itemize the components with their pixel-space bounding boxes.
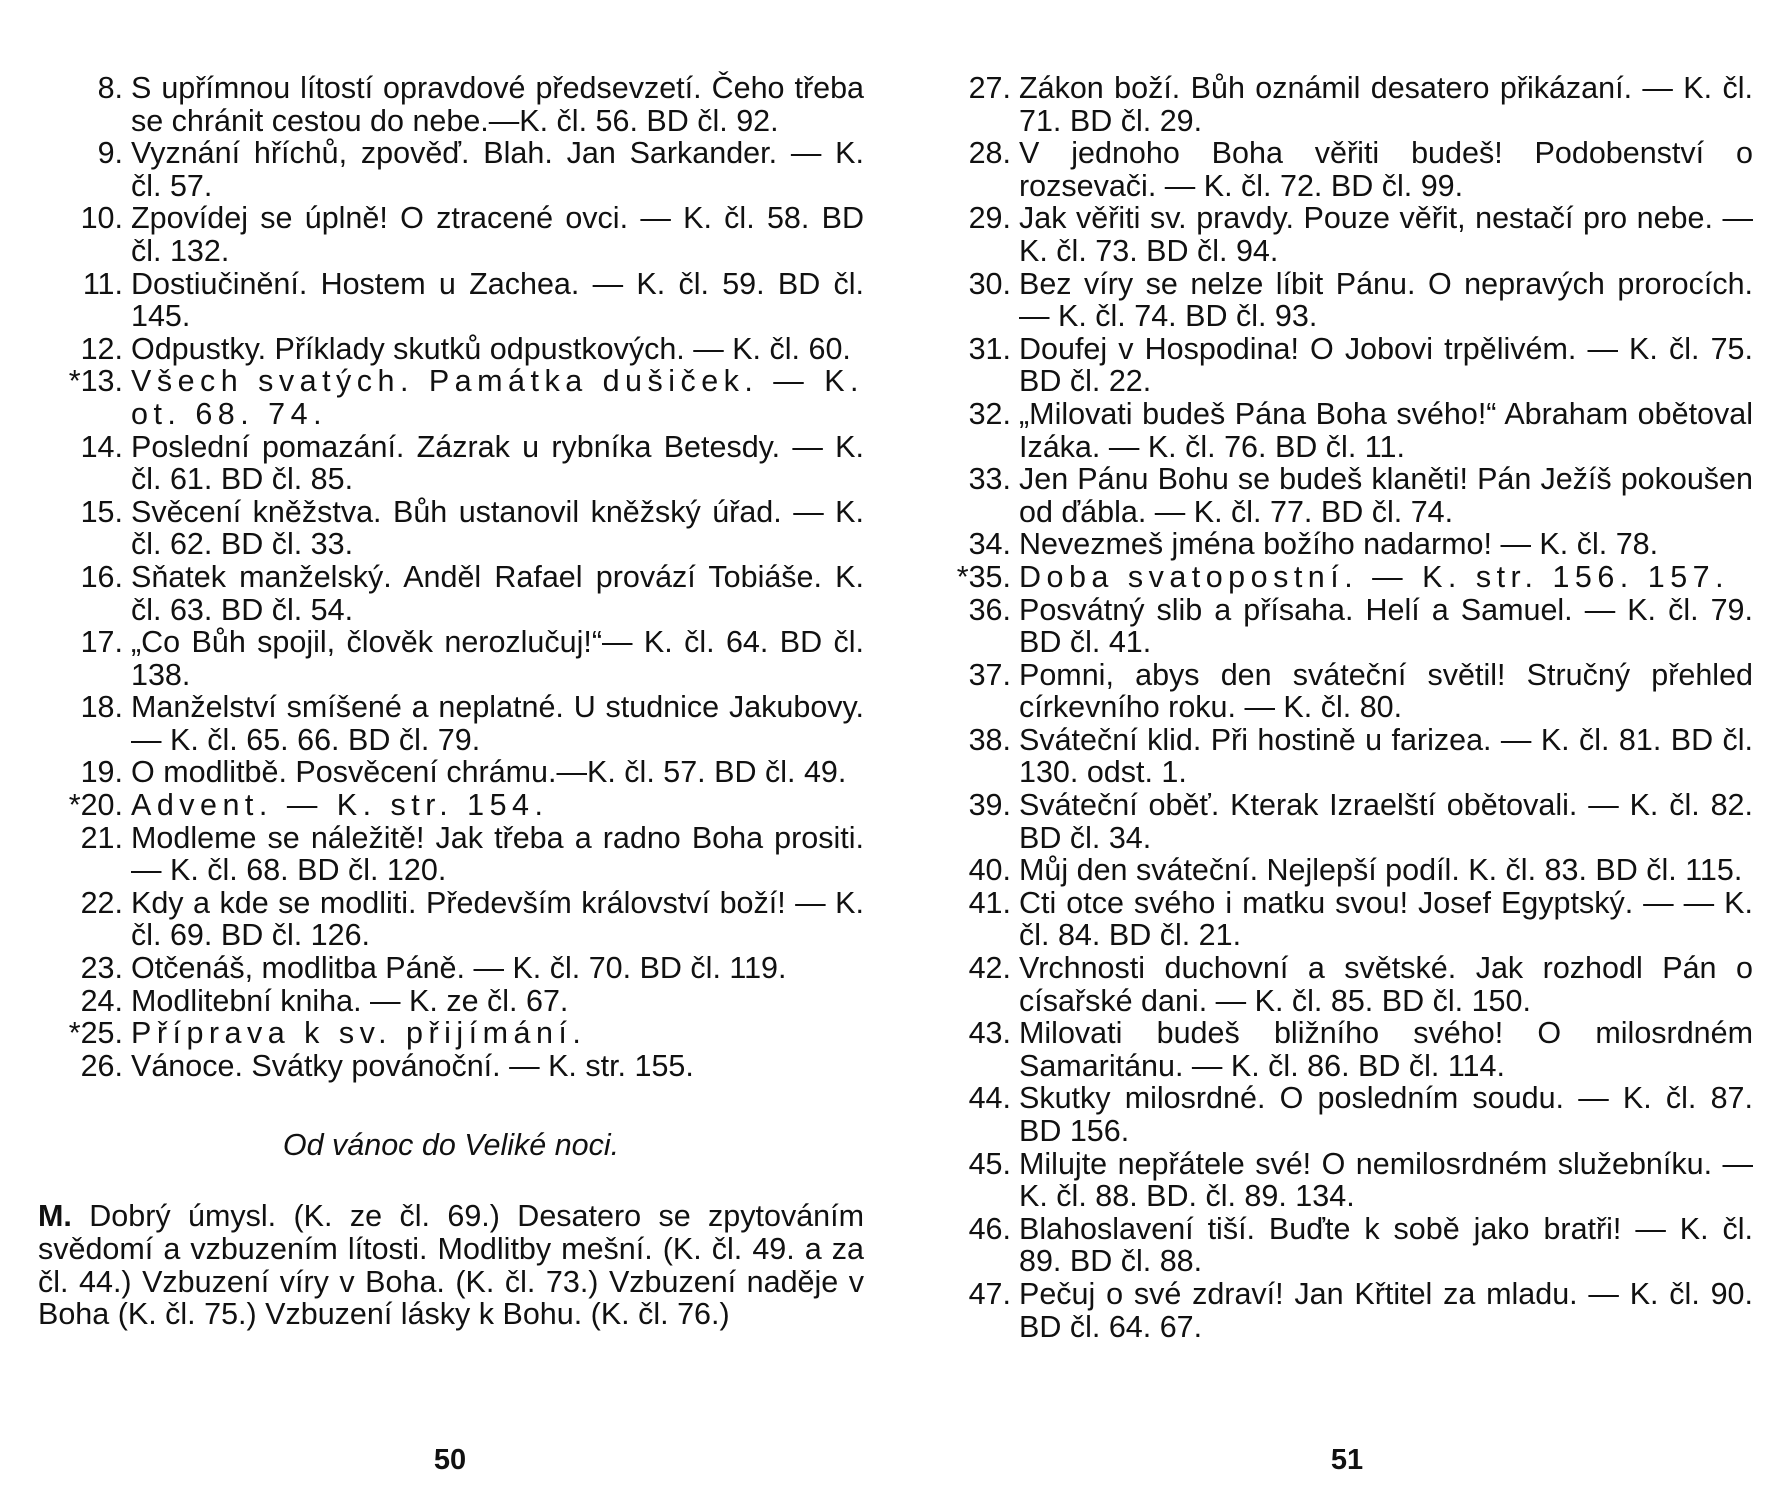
list-item (38, 626, 864, 691)
paragraph-text: Dobrý úmysl. (K. ze čl. 69.) Desatero se zpytováním svědomí a vzbuzením lítosti. Modlitby mešní. (K. čl. 49. a za čl. 44.) Vzbuzení víry v Boha. (K. čl. 73.) Vzbuzení naděje v Boha (K. čl. 75.) Vzbuzení lásky k Bohu. (K. čl. 76.) (38, 1199, 864, 1332)
list-item (955, 137, 1753, 202)
entry-text: Zákon boží. Bůh oznámil desatero přikázaní. — K. čl. 71. BD čl. 29. (1019, 71, 1753, 138)
list-item (38, 268, 864, 333)
right-entry-list (955, 72, 1753, 1343)
entry-number: 11. (82, 266, 123, 301)
entry-text: Poslední pomazání. Zázrak u rybníka Betesdy. — K. čl. 61. BD čl. 85. (131, 429, 864, 497)
entry-number: 18. (80, 690, 123, 725)
list-item (955, 659, 1753, 724)
list-item (955, 561, 1753, 594)
list-item (38, 561, 864, 626)
entry-text: Advent. — K. str. 154. (131, 788, 549, 823)
list-item (38, 985, 864, 1018)
entry-text: Milujte nepřátele své! O nemilosrdném služebníku. — K. čl. 88. BD. čl. 89. 134. (1019, 1146, 1753, 1214)
entry-text: Nevezmeš jména božího nadarmo! — K. čl. 78. (1019, 527, 1659, 562)
list-item (955, 1148, 1753, 1213)
entry-text: O modlitbě. Posvěcení chrámu.—K. čl. 57. BD čl. 49. (131, 755, 847, 790)
entry-text: Doba svatopostní. — K. str. 156. 157. (1019, 559, 1730, 594)
entry-number: 46. (968, 1211, 1011, 1246)
entry-number: 27. (968, 71, 1011, 105)
entry-text: Skutky milosrdné. O posledním soudu. — K. čl. 87. BD 156. (1019, 1081, 1753, 1148)
entry-text: V jednoho Boha věřiti budeš! Podobenství o rozsevači. — K. čl. 72. BD čl. 99. (1019, 136, 1753, 203)
list-item (955, 1017, 1753, 1082)
entry-text: Sváteční klid. Při hostině u farizea. — K. čl. 81. BD čl. 130. odst. 1. (1019, 722, 1753, 790)
list-item (38, 431, 864, 496)
entry-number: 21. (80, 820, 123, 855)
entry-number: 47. (968, 1276, 1011, 1311)
entry-text: „Milovati budeš Pána Boha svého!“ Abraham obětoval Izáka. — K. čl. 76. BD čl. 11. (1019, 396, 1753, 464)
entry-number: 19. (80, 755, 123, 790)
list-item (955, 854, 1753, 887)
entry-number: *25. (68, 1016, 123, 1051)
list-item (38, 691, 864, 756)
page-number-right: 51 (1330, 1444, 1364, 1476)
entry-number: 38. (968, 722, 1011, 757)
list-item (955, 1278, 1753, 1343)
entry-text: Jak věřiti sv. pravdy. Pouze věřit, nestačí pro nebe. — K. čl. 73. BD čl. 94. (1019, 201, 1753, 268)
entry-number: 8. (97, 71, 123, 105)
list-item (955, 724, 1753, 789)
list-item (38, 952, 864, 985)
entry-text: Blahoslavení tiší. Buďte k sobě jako bratři! — K. čl. 89. BD čl. 88. (1019, 1211, 1753, 1279)
left-page (38, 72, 864, 1331)
entry-text: Vánoce. Svátky povánoční. — K. str. 155. (131, 1048, 694, 1083)
entry-number: 34. (968, 527, 1011, 562)
entry-number: *20. (68, 788, 123, 823)
list-item (955, 333, 1753, 398)
entry-number: 39. (968, 788, 1011, 823)
list-item (955, 1082, 1753, 1147)
list-item (955, 463, 1753, 528)
entry-text: Manželství smíšené a neplatné. U studnice Jakubovy. — K. čl. 65. 66. BD čl. 79. (131, 690, 864, 757)
list-item (38, 1050, 864, 1083)
list-item (955, 594, 1753, 659)
entry-number: 42. (968, 951, 1011, 986)
list-item (38, 822, 864, 887)
list-item (38, 756, 864, 789)
entry-text: Bez víry se nelze líbit Pánu. O nepravých prorocích. — K. čl. 74. BD čl. 93. (1019, 266, 1753, 334)
entry-text: Modleme se náležitě! Jak třeba a radno Boha prositi. — K. čl. 68. BD čl. 120. (131, 820, 864, 888)
entry-number: 44. (968, 1081, 1011, 1116)
entry-number: 33. (968, 462, 1011, 497)
mass-paragraph (38, 1200, 864, 1330)
entry-number: 31. (968, 331, 1011, 366)
list-item (38, 496, 864, 561)
entry-number: 29. (968, 201, 1011, 236)
list-item (38, 365, 864, 430)
entry-number: 41. (968, 885, 1011, 920)
entry-text: Sňatek manželský. Anděl Rafael provází Tobiáše. K. čl. 63. BD čl. 54. (131, 559, 864, 627)
entry-number: 36. (968, 592, 1011, 627)
entry-number: 28. (968, 136, 1011, 171)
entry-text: Všech svatých. Památka dušiček. — K. ot. 68. 74. (131, 364, 864, 431)
list-item (955, 202, 1753, 267)
entry-number: 37. (968, 657, 1011, 692)
entry-number: 40. (968, 853, 1011, 888)
list-item (38, 887, 864, 952)
entry-text: Vrchnosti duchovní a světské. Jak rozhodl Pán o císařské dani. — K. čl. 85. BD čl. 150. (1019, 951, 1753, 1018)
entry-number: 30. (968, 266, 1011, 301)
entry-number: 9. (97, 136, 123, 171)
list-item (955, 1213, 1753, 1278)
entry-number: 23. (80, 951, 123, 986)
list-item (955, 789, 1753, 854)
list-item (955, 528, 1753, 561)
entry-number: 14. (80, 429, 123, 464)
entry-number: 17. (80, 625, 123, 660)
left-entry-list (38, 72, 864, 1082)
entry-text: Odpustky. Příklady skutků odpustkových. — K. čl. 60. (131, 331, 851, 366)
entry-number: 10. (80, 201, 123, 236)
entry-text: Pomni, abys den sváteční světil! Stručný přehled církevního roku. — K. čl. 80. (1019, 657, 1753, 725)
entry-text: Cti otce svého i matku svou! Josef Egyptský. — — K. čl. 84. BD čl. 21. (1019, 885, 1753, 953)
entry-text: Milovati budeš bližního svého! O milosrdném Samaritánu. — K. čl. 86. BD čl. 114. (1019, 1016, 1753, 1083)
list-item (38, 202, 864, 267)
entry-text: Pečuj o své zdraví! Jan Křtitel za mladu. — K. čl. 90. BD čl. 64. 67. (1019, 1276, 1753, 1344)
entry-text: Dostiučinění. Hostem u Zachea. — K. čl. 59. BD čl. 145. (131, 266, 864, 334)
list-item (955, 72, 1753, 137)
entry-text: S upřímnou lítostí opravdové předsevzetí. Čeho třeba se chránit cestou do nebe.—K. čl. 56. BD čl. 92. (131, 71, 864, 138)
list-item (955, 268, 1753, 333)
entry-text: Příprava k sv. přijímání. (131, 1016, 587, 1051)
page-number-left: 50 (433, 1444, 467, 1476)
entry-number: 24. (80, 983, 123, 1018)
entry-number: *13. (68, 364, 123, 399)
entry-number: 32. (968, 396, 1011, 431)
entry-number: *35. (956, 559, 1011, 594)
list-item (38, 333, 864, 366)
section-heading: Od vánoc do Veliké noci. (282, 1128, 620, 1163)
entry-text: Zpovídej se úplně! O ztracené ovci. — K. čl. 58. BD čl. 132. (131, 201, 864, 268)
list-item (955, 887, 1753, 952)
list-item (955, 952, 1753, 1017)
entry-text: Svěcení kněžstva. Bůh ustanovil kněžský úřad. — K. čl. 62. BD čl. 33. (131, 494, 864, 562)
list-item (38, 1017, 864, 1050)
entry-number: 26. (80, 1048, 123, 1083)
entry-text: Modlitební kniha. — K. ze čl. 67. (131, 983, 569, 1018)
entry-text: Kdy a kde se modliti. Především království boží! — K. čl. 69. BD čl. 126. (131, 885, 864, 953)
entry-number: 43. (968, 1016, 1011, 1051)
entry-text: Vyznání hříchů, zpověď. Blah. Jan Sarkander. — K. čl. 57. (131, 136, 864, 203)
entry-number: 45. (968, 1146, 1011, 1181)
entry-text: Posvátný slib a přísaha. Helí a Samuel. — K. čl. 79. BD čl. 41. (1019, 592, 1753, 660)
paragraph-lead: M. (38, 1199, 72, 1234)
list-item (38, 137, 864, 202)
entry-number: 12. (80, 331, 123, 366)
entry-text: „Co Bůh spojil, člověk nerozlučuj!“— K. čl. 64. BD čl. 138. (131, 625, 864, 692)
entry-text: Otčenáš, modlitba Páně. — K. čl. 70. BD čl. 119. (131, 951, 787, 986)
right-page (955, 72, 1753, 1343)
entry-number: 16. (80, 559, 123, 594)
entry-number: 22. (80, 885, 123, 920)
entry-text: Doufej v Hospodina! O Jobovi trpělivém. — K. čl. 75. BD čl. 22. (1019, 331, 1753, 399)
entry-number: 15. (80, 494, 123, 529)
entry-text: Sváteční oběť. Kterak Izraelští obětovali. — K. čl. 82. BD čl. 34. (1019, 788, 1753, 855)
list-item (38, 72, 864, 137)
list-item (38, 789, 864, 822)
entry-text: Jen Pánu Bohu se budeš klaněti! Pán Ježíš pokoušen od ďábla. — K. čl. 77. BD čl. 74. (1019, 462, 1753, 529)
entry-text: Můj den sváteční. Nejlepší podíl. K. čl. 83. BD čl. 115. (1019, 853, 1743, 888)
list-item (955, 398, 1753, 463)
